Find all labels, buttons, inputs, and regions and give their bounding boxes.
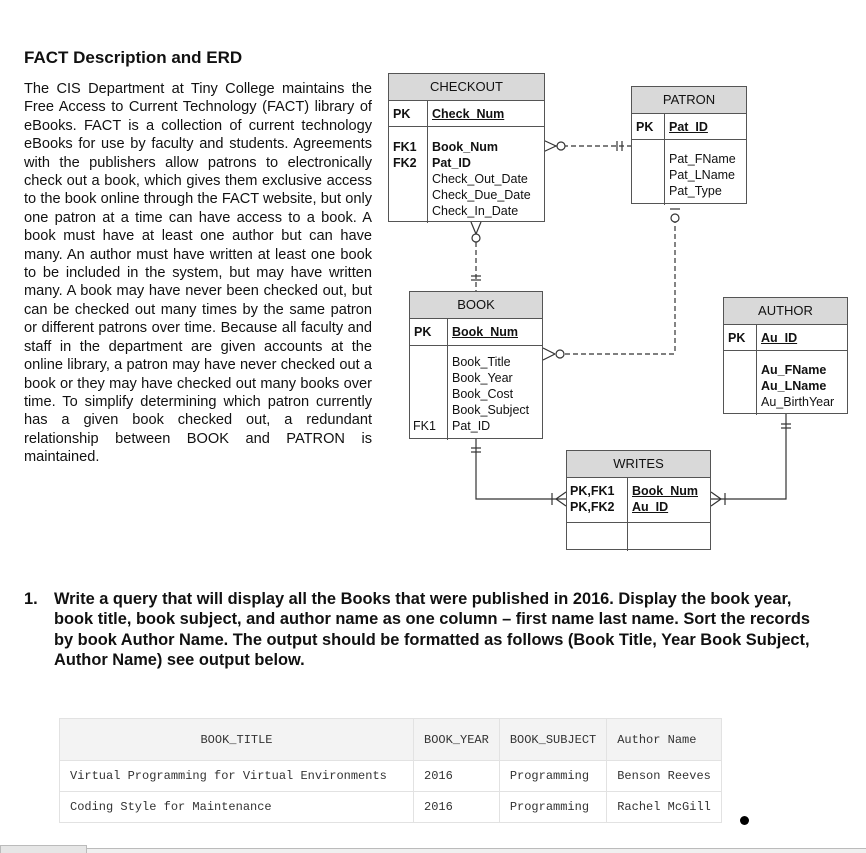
patron-field: Pat_Type <box>669 184 722 198</box>
table-cell: Programming <box>499 761 606 792</box>
checkout-field: Check_In_Date <box>432 204 519 218</box>
book-field: Book_Year <box>452 371 513 385</box>
description-paragraph: The CIS Department at Tiny College maintains the Free Access to Current Technology (FACT) library of eBooks. FACT is a collection of current technology eBooks for use by faculty and students. Agreements with the publishers allow patrons to electronically check out a book, which gives them exclusive access to the book online through the FACT website, but only one patron at a time can have access to a book. A book must have at least one author but can have many. An author must have written at least one book to be included in the system, but may have written many. A book may have never been checked out, but can be checked out many times by the same patron or different patrons over time. Because all faculty and staff in the department are given accounts at the online library, a patron may have never checked out a book or they may have checked out many books over time. To simplify determining which patron currently has a given book checked out, a redundant relationship between BOOK and PATRON is maintained. <box>24 81 372 466</box>
writes-key-label: PK,FK1 <box>570 484 615 498</box>
book-field: Book_Subject <box>452 403 530 417</box>
book-pk-label: PK <box>414 325 432 339</box>
author-field: Au_FName <box>761 363 827 377</box>
checkout-fk1-label: FK1 <box>393 140 417 154</box>
checkout-pk-field: Check_Num <box>432 107 505 121</box>
table-cell: Benson Reeves <box>607 761 722 792</box>
writes-field: Au_ID <box>632 500 669 514</box>
table-cell: Virtual Programming for Virtual Environments <box>60 761 414 792</box>
table-cell: Programming <box>499 792 606 823</box>
entity-author <box>723 297 848 414</box>
rel-checkout-patron <box>543 140 631 152</box>
question-text: Write a query that will display all the Books that were published in 2016. Display the book year, book title, book subject, and author name as one column – first name last name. Sort the records by book Author Name. The output should be formatted as follows (Book Title, Year Book Subject, Author Name) see output below. <box>54 590 810 669</box>
entity-writes <box>566 450 711 550</box>
book-fk1-label: FK1 <box>413 419 436 433</box>
rel-author-writes <box>711 414 791 506</box>
patron-pk-label: PK <box>636 120 654 134</box>
question-number: 1. <box>24 590 38 608</box>
bullet-dot <box>740 816 749 825</box>
checkout-field: Check_Out_Date <box>432 172 528 186</box>
entity-writes-name: WRITES <box>567 451 710 478</box>
table-header-row <box>60 719 722 761</box>
writes-field: Book_Num <box>632 484 698 498</box>
bottom-scrollbar[interactable] <box>0 848 866 853</box>
column-header-book-title: BOOK_TITLE <box>60 719 414 761</box>
section-title: FACT Description and ERD <box>24 48 243 67</box>
query-output-table <box>59 718 722 823</box>
column-header-book-subject: BOOK_SUBJECT <box>499 719 606 761</box>
rel-book-writes <box>471 438 566 506</box>
table-cell: 2016 <box>414 792 500 823</box>
writes-key-label: PK,FK2 <box>570 500 615 514</box>
entity-checkout-name: CHECKOUT <box>389 74 544 101</box>
patron-field: Pat_LName <box>669 168 736 182</box>
book-pk-field: Book_Num <box>452 325 518 339</box>
entity-patron <box>631 86 747 204</box>
rel-checkout-book <box>471 222 481 291</box>
question-item <box>24 589 824 670</box>
checkout-field: Book_Num <box>432 140 498 154</box>
patron-field: Pat_FName <box>669 152 736 166</box>
patron-pk-field: Pat_ID <box>669 120 708 134</box>
table-cell: Coding Style for Maintenance <box>60 792 414 823</box>
checkout-field: Pat_ID <box>432 156 471 170</box>
checkout-field: Check_Due_Date <box>432 188 531 202</box>
author-pk-field: Au_ID <box>761 331 798 345</box>
column-header-book-year: BOOK_YEAR <box>414 719 500 761</box>
author-pk-label: PK <box>728 331 746 345</box>
table-cell: Rachel McGill <box>607 792 722 823</box>
checkout-pk-label: PK <box>393 107 411 121</box>
entity-author-name: AUTHOR <box>724 298 847 325</box>
book-field: Book_Title <box>452 355 511 369</box>
column-header-author-name: Author Name <box>607 719 722 761</box>
entity-book <box>409 291 543 439</box>
table-row <box>60 761 722 792</box>
book-field: Pat_ID <box>452 419 491 433</box>
author-field: Au_BirthYear <box>761 395 835 409</box>
table-cell: 2016 <box>414 761 500 792</box>
checkout-fk2-label: FK2 <box>393 156 417 170</box>
entity-patron-name: PATRON <box>632 87 746 114</box>
rel-patron-book <box>543 209 680 360</box>
entity-checkout <box>388 73 545 222</box>
table-row <box>60 792 722 823</box>
book-field: Book_Cost <box>452 387 514 401</box>
author-field: Au_LName <box>761 379 827 393</box>
entity-book-name: BOOK <box>410 292 542 319</box>
